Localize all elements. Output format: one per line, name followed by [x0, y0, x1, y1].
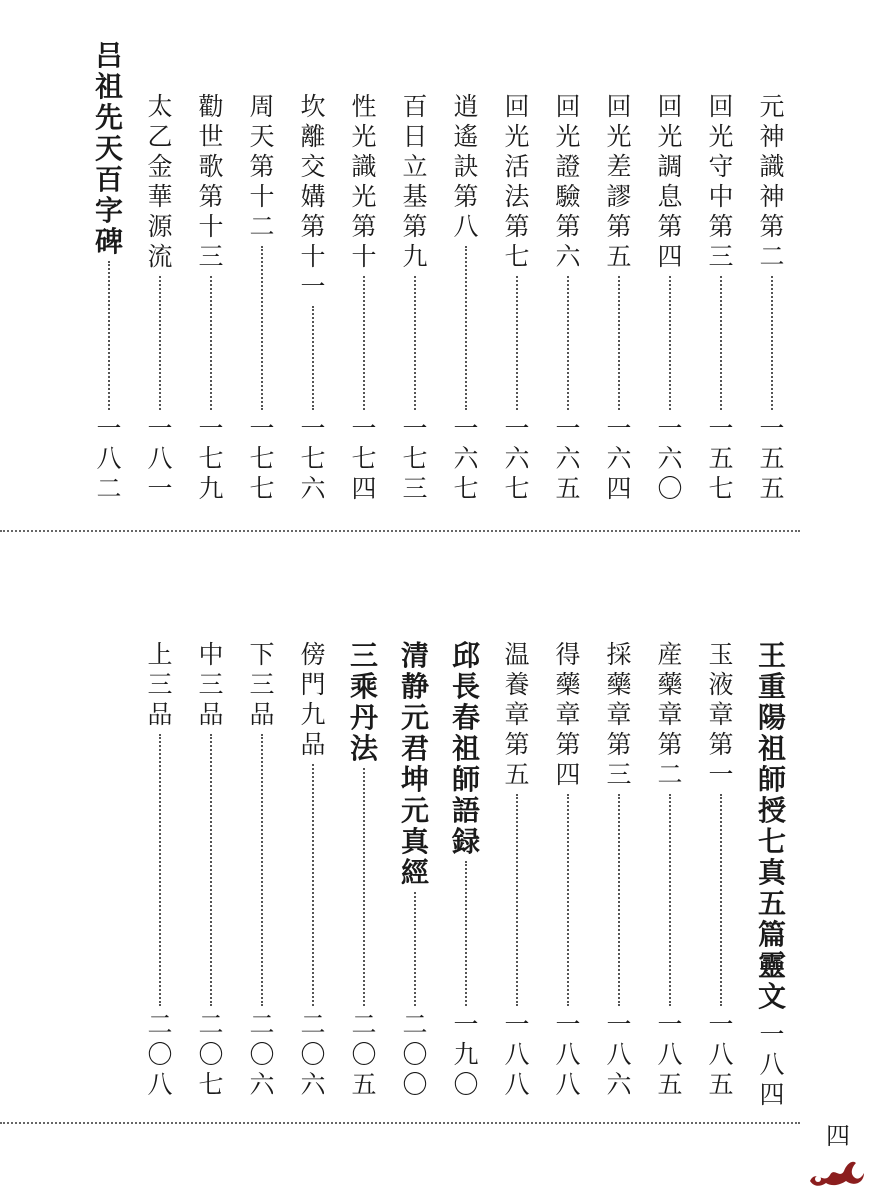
toc-entry[interactable] [653, 92, 687, 504]
dot-leader [159, 734, 161, 1006]
toc-entry[interactable] [755, 92, 789, 504]
toc-entry-page-number: 一 八 五 [657, 1010, 683, 1099]
dot-leader [516, 276, 518, 410]
toc-entry-page-number: 二 〇 八 [147, 1010, 173, 1099]
toc-entry[interactable] [398, 640, 432, 1100]
section-divider-bottom [0, 1122, 800, 1124]
dot-leader [465, 861, 467, 1006]
dot-leader [159, 276, 161, 410]
dot-leader [618, 794, 620, 1006]
toc-entry-title: 王 重 陽 祖 師 授 七 真 五 篇 靈 文 [757, 639, 786, 1013]
toc-entry-page-number: 一 八 一 [147, 414, 173, 503]
toc-entry-page-number: 一 八 六 [606, 1010, 632, 1099]
toc-entry[interactable] [296, 92, 330, 504]
toc-entry-page-number: 一 七 三 [402, 414, 428, 503]
toc-entry-page-number: 一 七 六 [300, 414, 326, 503]
toc-entry-title: 周 天 第 十 二 [249, 92, 275, 241]
toc-entry-page-number: 一 五 五 [759, 414, 785, 503]
dot-leader [363, 768, 365, 1006]
toc-entry[interactable] [551, 92, 585, 504]
toc-entry[interactable] [704, 640, 738, 1100]
toc-entry-page-number: 一 八 四 [759, 1020, 785, 1109]
toc-entry-title: 温 養 章 第 五 [504, 640, 530, 789]
toc-entry[interactable] [92, 40, 126, 504]
toc-entry[interactable] [500, 92, 534, 504]
dot-leader [618, 276, 620, 410]
page-number: 四 [826, 1122, 850, 1150]
toc-entry-page-number: 一 八 八 [504, 1010, 530, 1099]
toc-entry[interactable] [449, 640, 483, 1100]
toc-entry[interactable] [245, 640, 279, 1100]
dot-leader [669, 276, 671, 410]
dot-leader [516, 794, 518, 1006]
toc-entry[interactable] [143, 92, 177, 504]
dot-leader [567, 276, 569, 410]
dot-leader [210, 276, 212, 410]
toc-entry-page-number: 一 六 七 [453, 414, 479, 503]
toc-entry[interactable] [143, 640, 177, 1100]
toc-entry-title: 逍 遙 訣 第 八 [453, 92, 479, 241]
toc-entry-title: 吕 祖 先 天 百 字 碑 [94, 39, 123, 258]
dot-leader [669, 794, 671, 1006]
dot-leader [108, 261, 110, 410]
toc-entry-page-number: 二 〇 六 [300, 1010, 326, 1099]
dot-leader [312, 306, 314, 410]
toc-entry-title: 坎 離 交 媾 第 十 一 [300, 92, 326, 301]
decorative-ornament-icon [806, 1155, 866, 1189]
toc-entry-title: 元 神 識 神 第 二 [759, 92, 785, 271]
toc-entry-page-number: 一 六 七 [504, 414, 530, 503]
dot-leader [771, 276, 773, 410]
toc-entry-page-number: 一 六 四 [606, 414, 632, 503]
dot-leader [720, 276, 722, 410]
toc-entry-title: 太 乙 金 華 源 流 [147, 92, 173, 271]
toc-entry-page-number: 一 八 二 [96, 414, 122, 503]
toc-entry-title: 三 乘 丹 法 [349, 639, 378, 765]
toc-entry-title: 産 藥 章 第 二 [657, 640, 683, 789]
dot-leader [414, 892, 416, 1006]
toc-entry-page-number: 一 七 七 [249, 414, 275, 503]
toc-entry-page-number: 一 七 四 [351, 414, 377, 503]
dot-leader [465, 246, 467, 410]
dot-leader [414, 276, 416, 410]
dot-leader [261, 246, 263, 410]
toc-entry[interactable] [347, 92, 381, 504]
toc-entry-title: 傍 門 九 品 [300, 640, 326, 759]
toc-entry-page-number: 一 五 七 [708, 414, 734, 503]
dot-leader [363, 276, 365, 410]
dot-leader [210, 734, 212, 1006]
toc-entry-page-number: 二 〇 〇 [402, 1010, 428, 1099]
toc-entry-page-number: 一 六 〇 [657, 414, 683, 503]
toc-entry-title: 性 光 識 光 第 十 [351, 92, 377, 271]
toc-entry-title: 玉 液 章 第 一 [708, 640, 734, 789]
toc-entry-page-number: 二 〇 六 [249, 1010, 275, 1099]
toc-entry-page-number: 一 六 五 [555, 414, 581, 503]
toc-entry-title: 邱 長 春 祖 師 語 録 [451, 639, 480, 858]
toc-entry[interactable] [347, 640, 381, 1100]
toc-entry-title: 得 藥 章 第 四 [555, 640, 581, 789]
dot-leader [312, 764, 314, 1006]
toc-entry-page-number: 一 八 八 [555, 1010, 581, 1099]
toc-entry-page-number: 二 〇 七 [198, 1010, 224, 1099]
dot-leader [720, 794, 722, 1006]
toc-entry-title: 採 藥 章 第 三 [606, 640, 632, 789]
toc-entry-title: 回 光 調 息 第 四 [657, 92, 683, 271]
section-divider-top [0, 530, 800, 532]
toc-entry-page-number: 一 八 五 [708, 1010, 734, 1099]
toc-entry-page-number: 一 九 〇 [453, 1010, 479, 1099]
toc-entry[interactable] [398, 92, 432, 504]
toc-entry-title: 回 光 活 法 第 七 [504, 92, 530, 271]
toc-entry[interactable] [500, 640, 534, 1100]
toc-entry-title: 上 三 品 [147, 640, 173, 729]
toc-entry[interactable] [245, 92, 279, 504]
toc-entry[interactable] [296, 640, 330, 1100]
toc-entry[interactable] [704, 92, 738, 504]
toc-entry[interactable] [755, 639, 789, 1109]
toc-entry-title: 中 三 品 [198, 640, 224, 729]
toc-entry[interactable] [551, 640, 585, 1100]
toc-entry[interactable] [449, 92, 483, 504]
toc-entry[interactable] [194, 92, 228, 504]
dot-leader [261, 734, 263, 1006]
toc-entry-title: 回 光 守 中 第 三 [708, 92, 734, 271]
dot-leader [567, 794, 569, 1006]
toc-entry[interactable] [602, 92, 636, 504]
toc-entry[interactable] [194, 640, 228, 1100]
toc-entry-title: 下 三 品 [249, 640, 275, 729]
toc-entry-title: 百 日 立 基 第 九 [402, 92, 428, 271]
toc-entry[interactable] [602, 640, 636, 1100]
toc-entry-page-number: 二 〇 五 [351, 1010, 377, 1099]
toc-entry-title: 回 光 差 謬 第 五 [606, 92, 632, 271]
toc-entry[interactable] [653, 640, 687, 1100]
toc-entry-page-number: 一 七 九 [198, 414, 224, 503]
toc-entry-title: 清 静 元 君 坤 元 真 經 [400, 639, 429, 889]
toc-entry-title: 勸 世 歌 第 十 三 [198, 92, 224, 271]
toc-entry-title: 回 光 證 驗 第 六 [555, 92, 581, 271]
